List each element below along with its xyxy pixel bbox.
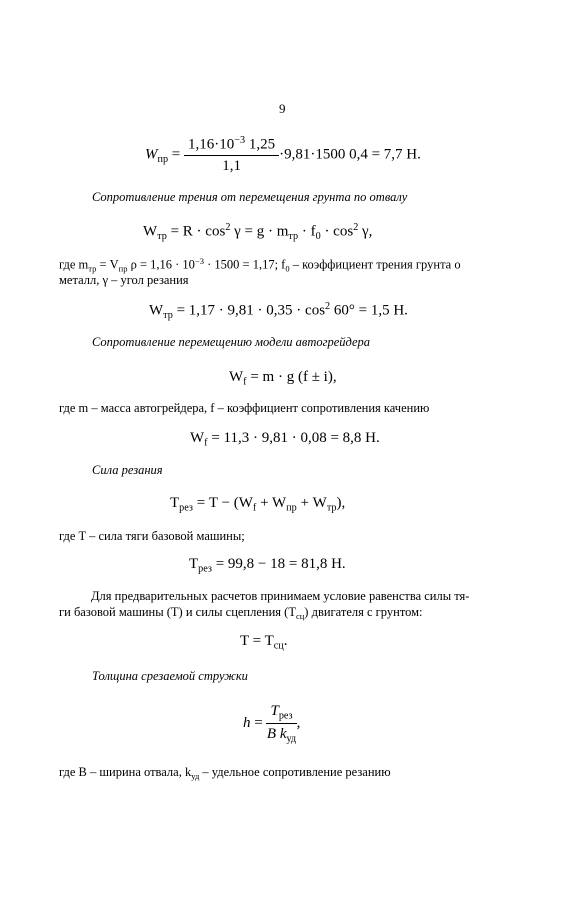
eq1-num-main: 1,16·10 [188, 136, 235, 153]
equation-t-rez-value: $T_{рез} = 99,8 - 18 = 81,8$ Н. [189, 556, 346, 575]
equation-w-f-value: $W_f = 11,3 \cdot 9,81 \cdot 0,08 = 8,8$ Н. [190, 430, 380, 449]
eq9-denominator [266, 724, 296, 745]
text-where-t: где T – сила тяги базовой машины; [59, 529, 245, 543]
eq1-num-sup: −3 [234, 135, 246, 146]
heading-cutting-force: Сила резания [92, 463, 163, 477]
eq1-equals: = [171, 146, 181, 163]
equation-h [243, 703, 300, 744]
text-where-b: где B – ширина отвала, $k_{уд}$ – удельное сопротивление резанию [59, 765, 391, 781]
heading-friction: Сопротивление трения от перемещения грунта по отвалу [92, 190, 408, 204]
heading-chip-thickness: Толщина срезаемой стружки [92, 669, 248, 683]
eq1-lhs: W [145, 146, 158, 163]
eq9-num-main: T [270, 703, 279, 719]
eq1-numerator [184, 135, 279, 156]
equation-t-equals-tsc: $T = T_{сц}$. [240, 633, 288, 652]
text-where-m-mass: где m – масса автогрейдера, f – коэффициент сопротивления качению [59, 401, 430, 415]
eq9-num-sub: рез [278, 710, 293, 722]
text-preliminary-line1: Для предварительных расчетов принимаем условие равенства силы тя- [91, 589, 470, 603]
equation-w-tr-general: $W_{тр} = R \cdot \cos^2 \gamma = g \cdot m_{тр} \cdot f_0 \cdot \cos^2 \gamma$, [143, 222, 373, 243]
eq1-tail: ·9,81·1500 0,4 = 7,7 Н. [279, 146, 421, 163]
eq1-denominator: 1,1 [222, 157, 241, 174]
text-where-m-tr: где $m_{тр} = V_{пр}$ $\rho = 1,16 \cdot 10^{-3} \cdot 1500 = 1,17$; $f_0$ – коэффициент трения грунта о [59, 256, 461, 274]
eq9-den-sub: уд [286, 733, 297, 745]
eq9-equals: = [254, 715, 263, 731]
eq9-den-main: B k [266, 725, 287, 742]
equation-w-pr [145, 135, 421, 175]
eq9-tail: , [296, 715, 301, 731]
eq9-numerator [266, 703, 296, 724]
equation-t-rez-general: $T_{рез} = T - (W_f + W_{пр} + W_{тр})$, [170, 495, 346, 514]
page-number: 9 [279, 101, 286, 116]
equation-w-f-general: $W_f = m \cdot g$ (f ± i), [229, 369, 337, 388]
eq9-lhs: h [243, 715, 251, 731]
text-preliminary-line2: ги базовой машины (T) и силы сцепления $(T_{сц})$ двигателя с грунтом: [59, 605, 423, 621]
eq9-fraction [266, 703, 296, 744]
eq1-num-tail: 1,25 [245, 136, 276, 153]
eq1-lhs-sub: пр [157, 153, 169, 165]
heading-movement-resistance: Сопротивление перемещению модели автогрейдера [92, 335, 371, 349]
equation-w-tr-value: $W_{тр} = 1,17 \cdot 9,81 \cdot 0,35 \cdot \cos^2 60^\circ = 1,5$ Н. [149, 301, 408, 322]
text-metal-angle: металл, γ – угол резания [59, 273, 189, 287]
eq1-fraction [184, 135, 279, 175]
